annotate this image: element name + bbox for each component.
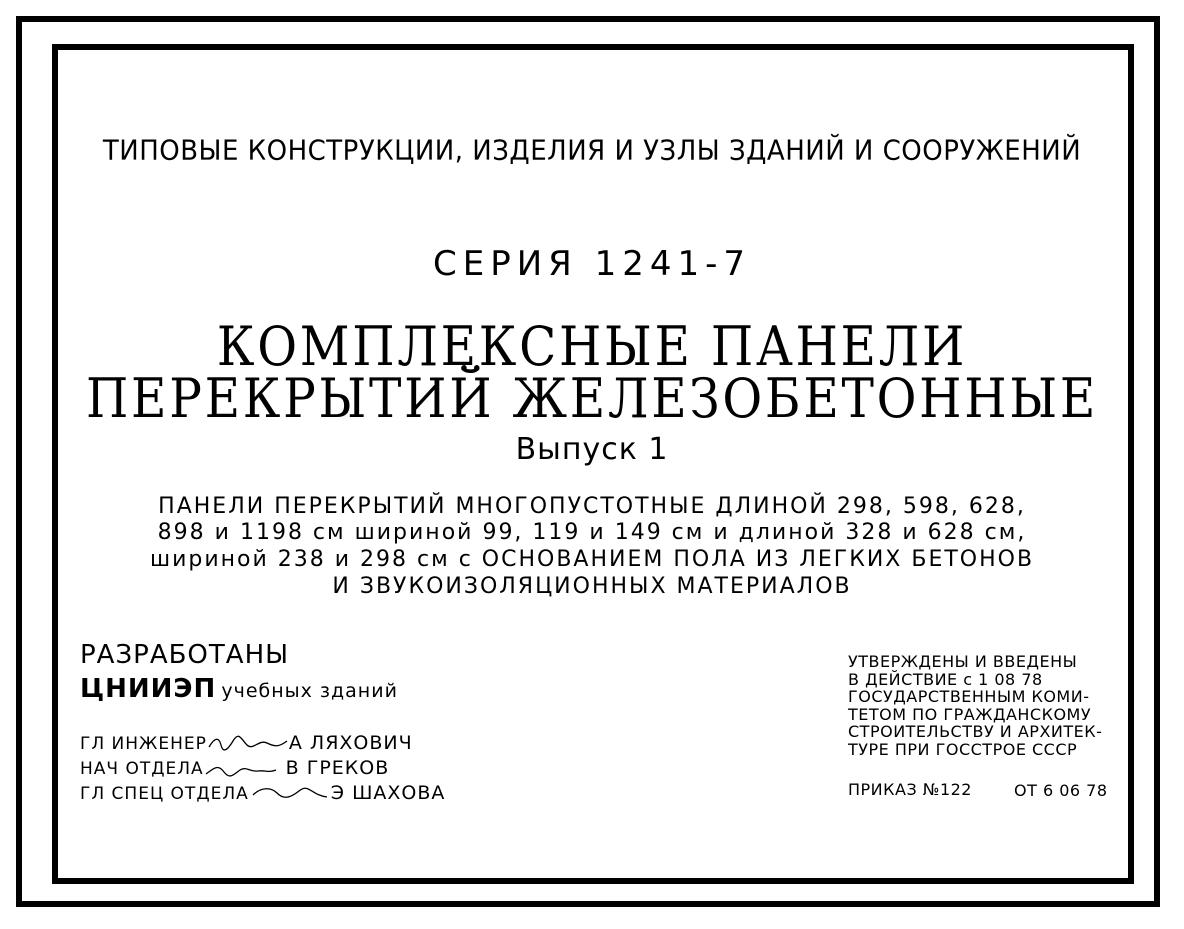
approval-line: СТРОИТЕЛЬСТВУ И АРХИТЕК- xyxy=(848,722,1103,741)
description-line: И ЗВУКОИЗОЛЯЦИОННЫХ МАТЕРИАЛОВ xyxy=(332,574,852,599)
approval-line: ТУРЕ ПРИ ГОССТРОЕ СССР xyxy=(848,740,1078,759)
staff-row xyxy=(80,782,445,804)
description-line: 898 и 1198 см шириной 99, 119 и 149 см и длиной 328 и 628 см, xyxy=(157,520,1027,545)
staff-row xyxy=(80,732,413,754)
staff-role: ГЛ СПЕЦ ОТДЕЛА xyxy=(80,784,249,804)
org-abbreviation: ЦНИИЭП xyxy=(80,674,217,704)
description-line: ПАНЕЛИ ПЕРЕКРЫТИЙ МНОГОПУСТОТНЫЕ ДЛИНОЙ 298, 598, 628, xyxy=(158,494,1026,519)
developed-label: РАЗРАБОТАНЫ xyxy=(80,640,290,670)
org-name: учебных зданий xyxy=(221,680,398,702)
approval-line: ГОСУДАРСТВЕННЫМ КОМИ- xyxy=(848,687,1090,706)
document-title-line1: КОМПЛЕКСНЫЕ ПАНЕЛИ xyxy=(216,315,968,378)
series-header: ТИПОВЫЕ КОНСТРУКЦИИ, ИЗДЕЛИЯ И УЗЛЫ ЗДАНИЙ И СООРУЖЕНИЙ xyxy=(102,135,1082,167)
signature-icon xyxy=(204,760,286,778)
developer-organization xyxy=(80,674,398,704)
description-line: шириной 238 и 298 см с ОСНОВАНИЕМ ПОЛА ИЗ ЛЕГКИХ БЕТОНОВ xyxy=(149,547,1035,572)
staff-row xyxy=(80,757,389,779)
approval-line: ТЕТОМ ПО ГРАЖДАНСКОМУ xyxy=(848,705,1092,724)
staff-name: Э ШАХОВА xyxy=(330,782,446,804)
staff-role: НАЧ ОТДЕЛА xyxy=(80,759,204,779)
document-title-line2: ПЕРЕКРЫТИЙ ЖЕЛЕЗОБЕТОННЫЕ xyxy=(85,367,1099,430)
signature-icon xyxy=(249,785,331,803)
staff-role: ГЛ ИНЖЕНЕР xyxy=(80,734,207,754)
series-number: СЕРИЯ 1241-7 xyxy=(432,244,752,284)
issue-number: Выпуск 1 xyxy=(515,432,669,467)
order-date: ОТ 6 06 78 xyxy=(1014,781,1108,800)
order-number: ПРИКАЗ №122 xyxy=(848,780,972,799)
staff-name: А ЛЯХОВИЧ xyxy=(288,732,413,754)
staff-name: В ГРЕКОВ xyxy=(285,757,390,779)
approval-line: В ДЕЙСТВИЕ с 1 08 78 xyxy=(848,670,1043,689)
approval-line: УТВЕРЖДЕНЫ И ВВЕДЕНЫ xyxy=(848,652,1078,671)
signature-icon xyxy=(207,735,289,753)
